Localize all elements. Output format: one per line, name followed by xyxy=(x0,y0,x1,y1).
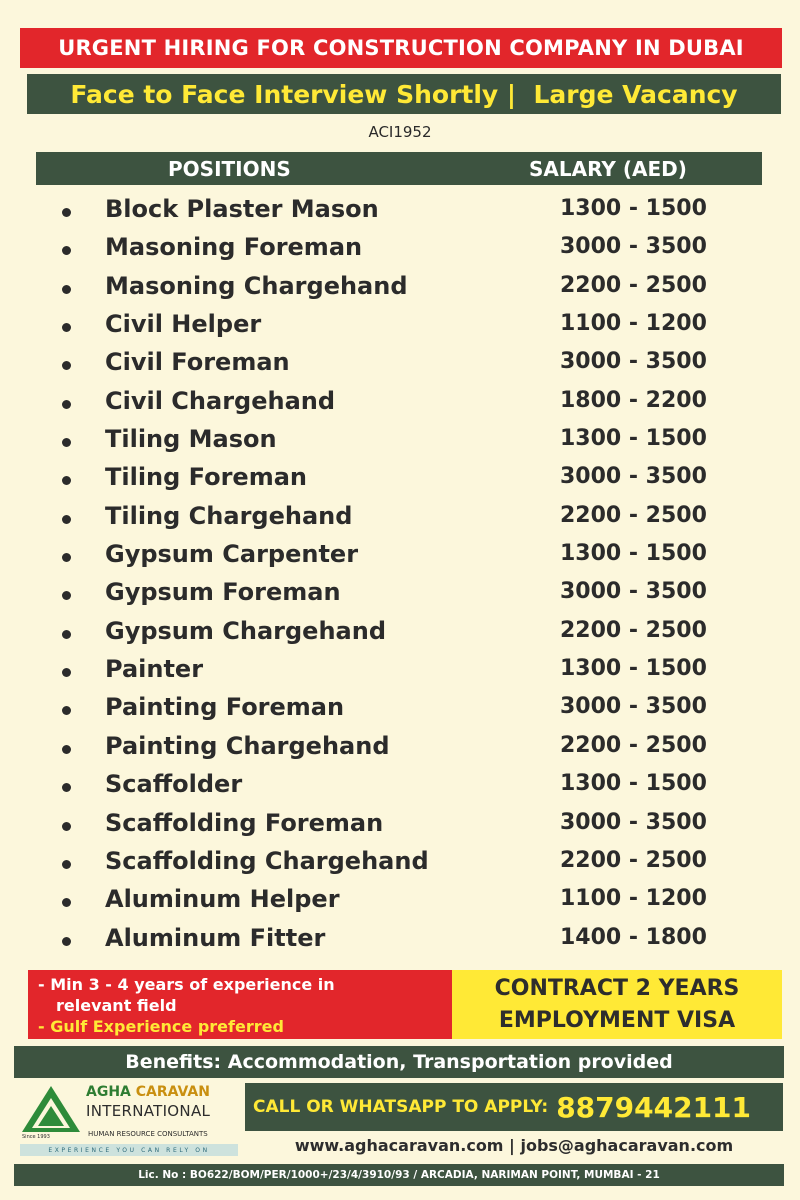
benefits-banner xyxy=(14,1046,784,1078)
position-title: Scaffolding Foreman xyxy=(105,808,384,837)
position-salary: 1400 - 1800 xyxy=(560,924,707,950)
position-title: Civil Helper xyxy=(105,310,262,339)
contract-box xyxy=(452,970,782,1039)
headline-banner xyxy=(20,28,782,68)
position-title: Scaffolder xyxy=(105,770,243,799)
position-salary: 1300 - 1500 xyxy=(560,541,707,567)
bullet-icon xyxy=(62,745,71,754)
position-salary: 3000 - 3500 xyxy=(560,464,707,490)
headline-text: URGENT HIRING FOR CONSTRUCTION COMPANY IN DUBAI xyxy=(58,36,744,60)
position-row xyxy=(0,574,800,612)
position-row xyxy=(0,881,800,919)
bullet-icon xyxy=(62,822,71,831)
company-logo xyxy=(18,1082,240,1160)
position-title: Painting Foreman xyxy=(105,693,345,722)
position-title: Tiling Mason xyxy=(105,425,277,454)
position-row xyxy=(0,766,800,804)
position-title: Tiling Chargehand xyxy=(105,501,353,530)
position-row xyxy=(0,229,800,267)
position-row xyxy=(0,421,800,459)
position-row xyxy=(0,920,800,958)
logo-tagline: EXPERIENCE YOU CAN RELY ON xyxy=(20,1144,238,1156)
call-to-apply-banner xyxy=(245,1083,783,1131)
requirement-line: - Min 3 - 4 years of experience in xyxy=(38,975,335,994)
position-title: Gypsum Foreman xyxy=(105,578,341,607)
bullet-icon xyxy=(62,591,71,600)
position-row xyxy=(0,613,800,651)
position-salary: 2200 - 2500 xyxy=(560,502,707,528)
position-title: Gypsum Carpenter xyxy=(105,540,359,569)
position-title: Tiling Foreman xyxy=(105,463,307,492)
position-row xyxy=(0,344,800,382)
position-salary: 1100 - 1200 xyxy=(560,311,707,337)
position-title: Civil Foreman xyxy=(105,348,290,377)
bullet-icon xyxy=(62,476,71,485)
subheadline-text: Face to Face Interview Shortly | Large Vacancy xyxy=(70,79,738,109)
bullet-icon xyxy=(62,668,71,677)
bullet-icon xyxy=(62,706,71,715)
position-salary: 3000 - 3500 xyxy=(560,809,707,835)
position-salary: 1800 - 2200 xyxy=(560,387,707,413)
logo-word-international: INTERNATIONAL xyxy=(86,1102,211,1120)
position-title: Aluminum Helper xyxy=(105,885,340,914)
position-title: Block Plaster Mason xyxy=(105,195,379,223)
requirement-line: relevant field xyxy=(56,996,177,1015)
bullet-icon xyxy=(62,783,71,792)
position-salary: 1100 - 1200 xyxy=(560,886,707,912)
contract-line: CONTRACT 2 YEARS xyxy=(494,976,740,1001)
position-salary: 3000 - 3500 xyxy=(560,694,707,720)
triangle-logo-icon xyxy=(20,1084,82,1134)
logo-word-caravan: CARAVAN xyxy=(135,1084,210,1100)
position-row xyxy=(0,459,800,497)
position-row xyxy=(0,306,800,344)
position-title: Painter xyxy=(105,655,204,684)
position-salary: 1300 - 1500 xyxy=(560,656,707,682)
reference-code: ACI1952 xyxy=(368,123,432,141)
position-salary: 2200 - 2500 xyxy=(560,847,707,873)
position-row xyxy=(0,651,800,689)
requirement-line: - Gulf Experience preferred xyxy=(38,1017,284,1036)
bullet-icon xyxy=(62,323,71,332)
position-row xyxy=(0,383,800,421)
position-row xyxy=(0,805,800,843)
position-row xyxy=(0,498,800,536)
position-salary: 1300 - 1500 xyxy=(560,196,707,221)
position-row xyxy=(0,843,800,881)
subheadline-banner xyxy=(27,74,781,114)
contract-line: EMPLOYMENT VISA xyxy=(498,1008,736,1033)
phone-number[interactable]: 8879442111 xyxy=(556,1090,752,1124)
positions-column-header: POSITIONS xyxy=(168,157,291,181)
license-footer xyxy=(14,1164,784,1186)
requirements-box xyxy=(28,970,452,1039)
position-salary: 1300 - 1500 xyxy=(560,426,707,452)
position-title: Gypsum Chargehand xyxy=(105,616,386,645)
position-row xyxy=(0,728,800,766)
bullet-icon xyxy=(62,898,71,907)
position-row xyxy=(0,268,800,306)
bullet-icon xyxy=(62,361,71,370)
table-header xyxy=(36,152,762,185)
positions-list xyxy=(0,191,800,958)
position-title: Painting Chargehand xyxy=(105,731,390,760)
logo-since: Since 1993 xyxy=(22,1134,50,1140)
position-salary: 3000 - 3500 xyxy=(560,234,707,260)
position-title: Aluminum Fitter xyxy=(105,923,326,952)
position-salary: 3000 - 3500 xyxy=(560,349,707,375)
benefits-text: Benefits: Accommodation, Transportation provided xyxy=(125,1051,673,1073)
position-title: Masoning Foreman xyxy=(105,233,363,262)
bullet-icon xyxy=(62,630,71,639)
bullet-icon xyxy=(62,285,71,294)
logo-word-agha: AGHA xyxy=(86,1084,131,1100)
logo-hrc: HUMAN RESOURCE CONSULTANTS xyxy=(88,1130,208,1138)
position-salary: 1300 - 1500 xyxy=(560,771,707,797)
salary-column-header: SALARY (AED) xyxy=(529,157,687,181)
position-title: Civil Chargehand xyxy=(105,386,336,415)
contact-links[interactable]: www.aghacaravan.com | jobs@aghacaravan.com xyxy=(294,1136,734,1155)
position-row xyxy=(0,191,800,229)
position-title: Scaffolding Chargehand xyxy=(105,846,429,875)
bullet-icon xyxy=(62,860,71,869)
bullet-icon xyxy=(62,246,71,255)
position-salary: 3000 - 3500 xyxy=(560,579,707,605)
license-text: Lic. No : BO622/BOM/PER/1000+/23/4/3910/93 / ARCADIA, NARIMAN POINT, MUMBAI - 21 xyxy=(138,1169,660,1181)
position-salary: 2200 - 2500 xyxy=(560,272,707,298)
bullet-icon xyxy=(62,438,71,447)
logo-wordmark xyxy=(86,1084,210,1100)
bullet-icon xyxy=(62,553,71,562)
position-title: Masoning Chargehand xyxy=(105,271,408,300)
call-label: CALL OR WHATSAPP TO APPLY: xyxy=(253,1097,549,1117)
position-row xyxy=(0,689,800,727)
bullet-icon xyxy=(62,208,71,217)
position-salary: 2200 - 2500 xyxy=(560,732,707,758)
bullet-icon xyxy=(62,937,71,946)
position-salary: 2200 - 2500 xyxy=(560,617,707,643)
bullet-icon xyxy=(62,400,71,409)
bullet-icon xyxy=(62,515,71,524)
position-row xyxy=(0,536,800,574)
